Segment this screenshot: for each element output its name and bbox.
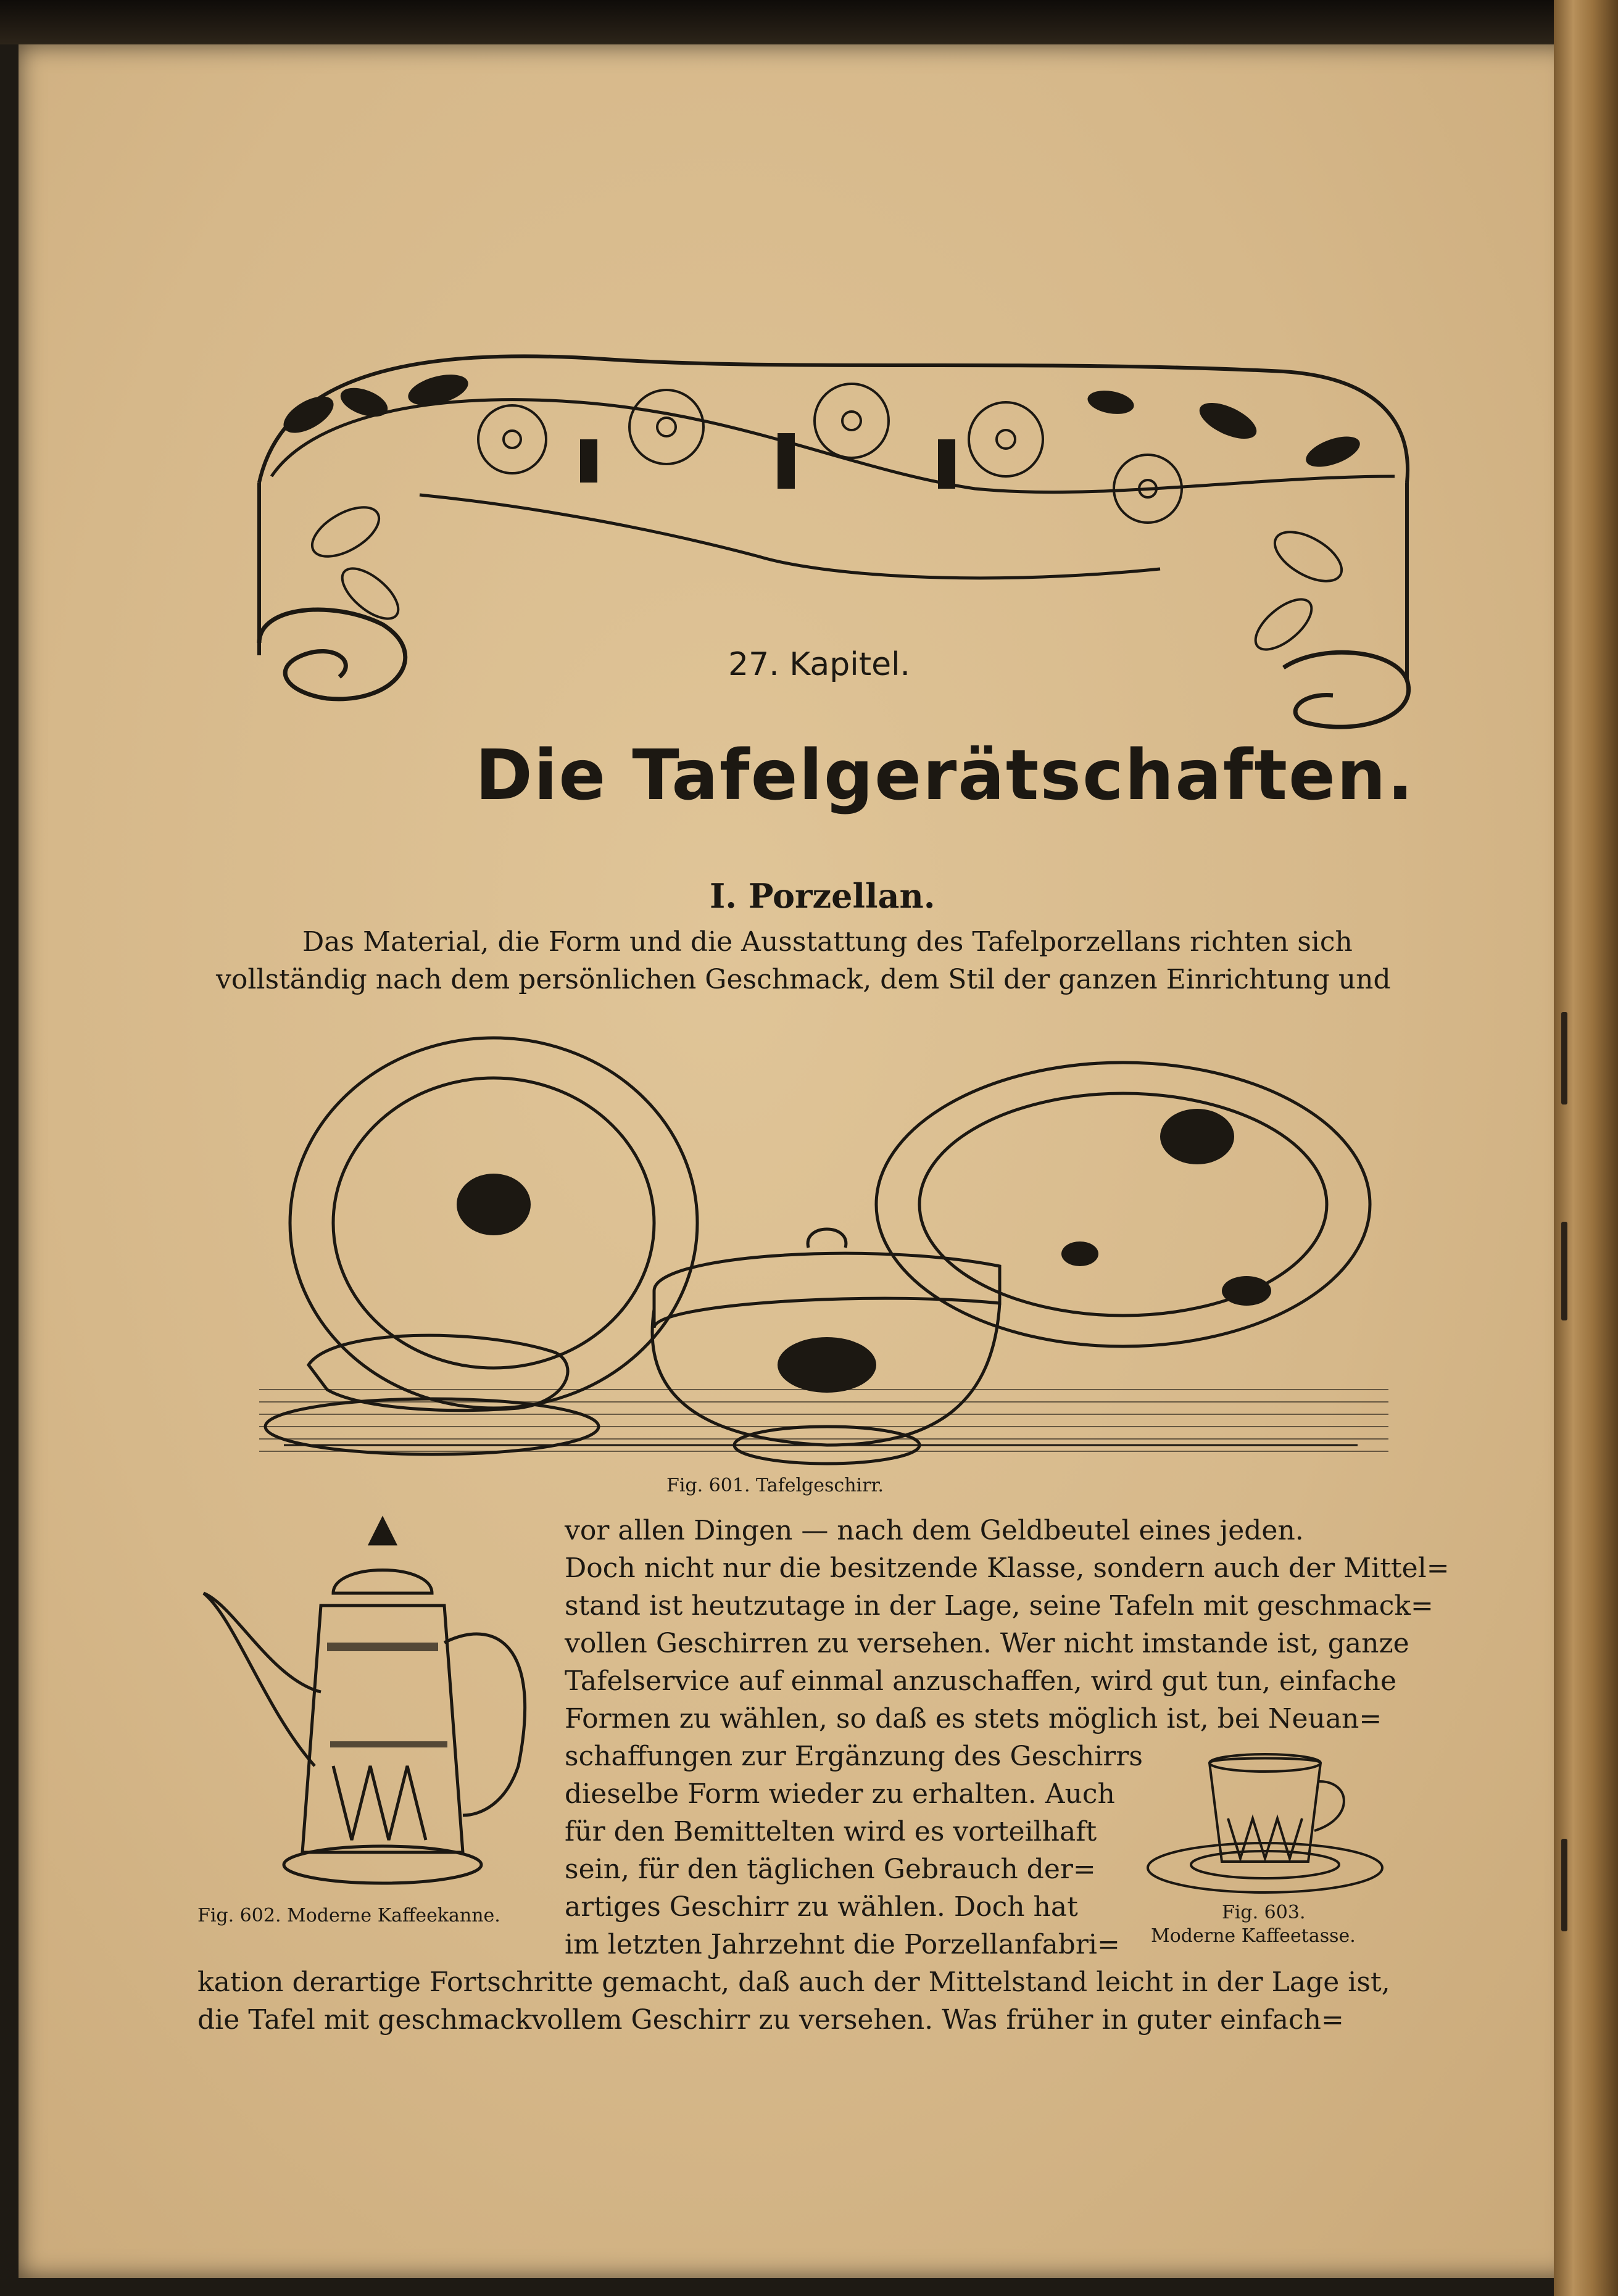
book-spine xyxy=(1554,0,1618,2296)
body-line-2: Doch nicht nur die besitzende Klasse, sondern auch der Mittel= xyxy=(565,1552,1450,1584)
book-top-edge xyxy=(0,0,1618,44)
fig-601-caption: Fig. 601. Tafelgeschirr. xyxy=(666,1475,884,1496)
body-line-11: artiges Geschirr zu wählen. Doch hat xyxy=(565,1891,1078,1923)
body-line-12: im letzten Jahrzehnt die Porzellanfabri= xyxy=(565,1929,1120,1960)
intro-line-1: Das Material, die Form und die Ausstattung des Tafelporzellans richten sich xyxy=(302,926,1353,958)
book-page xyxy=(19,44,1574,2278)
intro-line-2: vollständig nach dem persönlichen Geschmack, dem Stil der ganzen Einrichtung und xyxy=(216,964,1391,995)
fig-603-caption: Moderne Kaffeetasse. xyxy=(1151,1925,1356,1947)
body-line-8: dieselbe Form wieder zu erhalten. Auch xyxy=(565,1778,1115,1810)
coffee-pot-illustration xyxy=(197,1507,549,1902)
tableware-illustration xyxy=(259,1019,1388,1470)
body-line-1: vor allen Dingen — nach dem Geldbeutel eines jeden. xyxy=(565,1515,1304,1546)
body-line-5: Tafelservice auf einmal anzuschaffen, wird gut tun, einfache xyxy=(565,1665,1397,1697)
body-line-10: sein, für den täglichen Gebrauch der= xyxy=(565,1854,1096,1885)
body-line-6: Formen zu wählen, so daß es stets möglich ist, bei Neuan= xyxy=(565,1703,1382,1734)
body-line-4: vollen Geschirren zu versehen. Wer nicht imstande ist, ganze xyxy=(565,1628,1409,1659)
chapter-title: Die Tafelgerätschaften. xyxy=(475,736,1415,816)
body-line-14: die Tafel mit geschmackvollem Geschirr zu versehen. Was früher in guter einfach= xyxy=(197,2004,1344,2036)
body-line-13: kation derartige Fortschritte gemacht, daß auch der Mittelstand leicht in der Lage ist, xyxy=(197,1967,1390,1998)
coffee-cup-illustration xyxy=(1142,1744,1413,1899)
body-line-7: schaffungen zur Ergänzung des Geschirrs xyxy=(565,1741,1143,1772)
chapter-number: 27. Kapitel. xyxy=(728,646,911,683)
section-heading: I. Porzellan. xyxy=(710,876,936,916)
body-line-3: stand ist heutzutage in der Lage, seine Tafeln mit geschmack= xyxy=(565,1590,1433,1622)
body-line-9: für den Bemittelten wird es vorteilhaft xyxy=(565,1816,1097,1847)
fig-603-number: Fig. 603. xyxy=(1222,1902,1306,1923)
fig-602-caption: Fig. 602. Moderne Kaffeekanne. xyxy=(197,1905,500,1926)
